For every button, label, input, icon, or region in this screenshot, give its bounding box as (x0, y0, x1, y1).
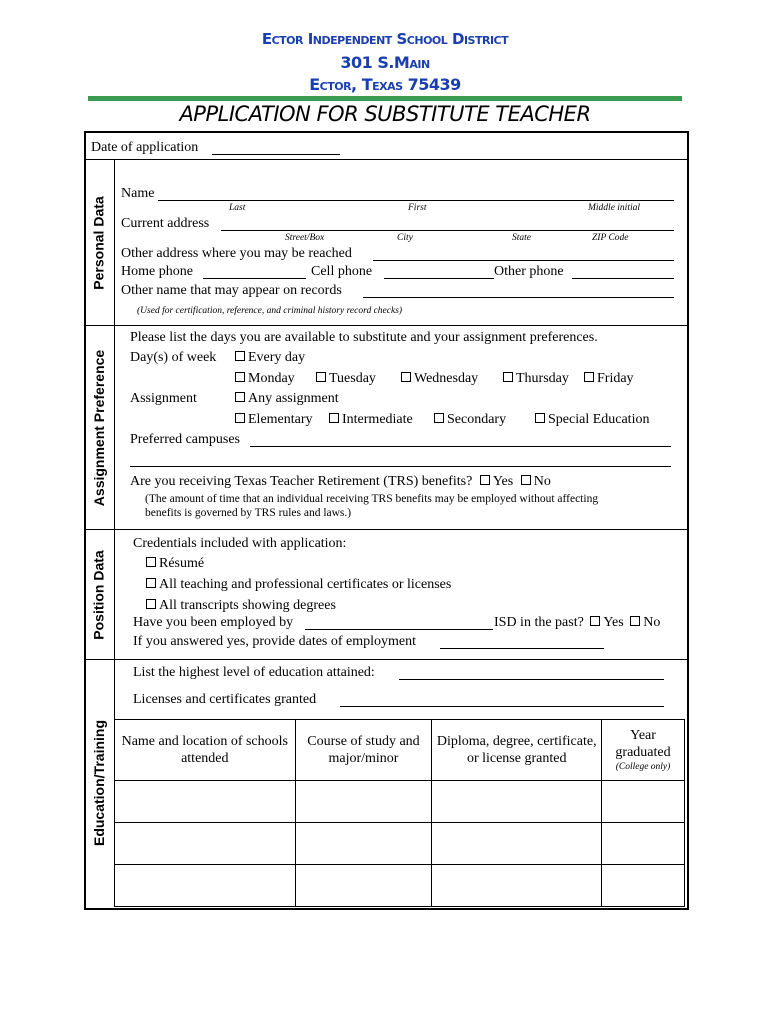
licenses-field[interactable] (340, 706, 664, 707)
checkbox[interactable] (235, 392, 245, 402)
table-cell[interactable] (602, 823, 685, 865)
checkbox[interactable] (235, 351, 245, 361)
table-cell[interactable] (432, 865, 602, 907)
checkbox[interactable] (434, 413, 444, 423)
divider (84, 659, 687, 660)
assignment-label: Assignment (130, 391, 197, 406)
resume-option[interactable]: Résumé (146, 556, 204, 572)
cell-phone-label: Cell phone (311, 264, 373, 279)
table-cell[interactable] (602, 865, 685, 907)
assignment-intro: Please list the days you are available to substitute and your assignment preferences. (130, 330, 598, 345)
thursday-option[interactable]: Thursday (503, 371, 569, 387)
section-label-personal: Personal Data (91, 195, 107, 290)
divider (84, 529, 687, 530)
special-education-option[interactable]: Special Education (535, 412, 649, 428)
form-title: APPLICATION FOR SUBSTITUTE TEACHER (179, 102, 591, 126)
table-row (115, 823, 685, 865)
address-sub-city: City (397, 233, 413, 243)
trs-note-line1: (The amount of time that an individual receiving TRS benefits may be employed without affecting (145, 493, 599, 505)
section-label-education: Education/Training (91, 719, 108, 847)
checkbox[interactable] (235, 372, 245, 382)
current-address-label: Current address (121, 216, 210, 231)
checkbox[interactable] (316, 372, 326, 382)
other-address-field[interactable] (373, 260, 674, 261)
name-sub-last: Last (229, 203, 246, 213)
personal-note: (Used for certification, reference, and criminal history record checks) (137, 306, 403, 316)
isd-no-checkbox[interactable] (630, 616, 640, 626)
checkbox[interactable] (329, 413, 339, 423)
table-cell[interactable] (115, 865, 296, 907)
checkbox[interactable] (401, 372, 411, 382)
section-label-position: Position Data (91, 549, 107, 640)
address-sub-street: Street/Box (285, 233, 325, 243)
highest-education-label: List the highest level of education attained: (133, 665, 375, 680)
divider (84, 159, 687, 160)
checkbox[interactable] (146, 599, 156, 609)
table-cell[interactable] (295, 781, 432, 823)
preferred-campuses-field-line2[interactable] (130, 466, 671, 467)
checkbox[interactable] (146, 578, 156, 588)
cell-phone-field[interactable] (384, 278, 494, 279)
preferred-campuses-field[interactable] (250, 446, 671, 447)
table-cell[interactable] (295, 823, 432, 865)
isd-yes-checkbox[interactable] (590, 616, 600, 626)
table-cell[interactable] (602, 781, 685, 823)
employed-by-label: Have you been employed by (133, 615, 294, 630)
any-assignment-option[interactable]: Any assignment (235, 391, 339, 407)
table-header-row (115, 720, 685, 781)
district-street: 301 S.Main (340, 53, 430, 72)
elementary-option[interactable]: Elementary (235, 412, 313, 428)
licenses-label: Licenses and certificates granted (133, 692, 317, 707)
other-phone-field[interactable] (572, 278, 674, 279)
name-field[interactable] (158, 200, 674, 201)
name-sub-first: First (408, 203, 427, 213)
home-phone-label: Home phone (121, 264, 193, 279)
column-header-course: Course of study and major/minor (295, 720, 432, 781)
checkbox[interactable] (535, 413, 545, 423)
checkbox[interactable] (503, 372, 513, 382)
friday-option[interactable]: Friday (584, 371, 634, 387)
wednesday-option[interactable]: Wednesday (401, 371, 478, 387)
credentials-label: Credentials included with application: (133, 536, 347, 551)
address-sub-state: State (512, 233, 531, 243)
secondary-option[interactable]: Secondary (434, 412, 506, 428)
name-sub-middle: Middle initial (588, 203, 640, 213)
every-day-option[interactable]: Every day (235, 350, 305, 366)
district-name: Ector Independent School District (261, 30, 509, 48)
date-of-application-label: Date of application (91, 140, 199, 155)
home-phone-field[interactable] (203, 278, 306, 279)
trs-question: Are you receiving Texas Teacher Retirement (TRS) benefits? Yes No (130, 474, 551, 489)
divider (84, 325, 687, 326)
table-cell[interactable] (295, 865, 432, 907)
monday-option[interactable]: Monday (235, 371, 295, 387)
trs-no-checkbox[interactable] (521, 475, 531, 485)
employed-by-field[interactable] (305, 629, 493, 630)
other-address-label: Other address where you may be reached (121, 246, 352, 261)
current-address-field[interactable] (221, 230, 674, 231)
other-name-field[interactable] (363, 297, 674, 298)
checkbox[interactable] (235, 413, 245, 423)
column-header-schools: Name and location of schools attended (115, 720, 296, 781)
tuesday-option[interactable]: Tuesday (316, 371, 376, 387)
district-city: Ector, Texas 75439 (309, 75, 461, 94)
table-cell[interactable] (115, 781, 296, 823)
name-label: Name (121, 186, 155, 201)
date-of-application-field[interactable] (212, 154, 340, 155)
transcripts-option[interactable]: All transcripts showing degrees (146, 598, 336, 614)
trs-note-line2: benefits is governed by TRS rules and laws.) (145, 507, 352, 519)
checkbox[interactable] (584, 372, 594, 382)
table-row (115, 781, 685, 823)
highest-education-field[interactable] (399, 679, 664, 680)
other-phone-label: Other phone (494, 264, 564, 279)
table-cell[interactable] (432, 823, 602, 865)
other-name-label: Other name that may appear on records (121, 283, 342, 298)
education-table (114, 719, 685, 907)
intermediate-option[interactable]: Intermediate (329, 412, 413, 428)
table-row (115, 865, 685, 907)
column-header-year: Year graduated (College only) (602, 720, 685, 781)
trs-yes-checkbox[interactable] (480, 475, 490, 485)
preferred-campuses-label: Preferred campuses (130, 432, 241, 447)
section-label-assignment: Assignment Preference (91, 349, 107, 506)
table-cell[interactable] (115, 823, 296, 865)
checkbox[interactable] (146, 557, 156, 567)
header-divider (88, 96, 682, 101)
table-cell[interactable] (432, 781, 602, 823)
certificates-option[interactable]: All teaching and professional certificates or licenses (146, 577, 451, 593)
days-label: Day(s) of week (130, 350, 217, 365)
isd-past-question: ISD in the past? Yes No (494, 615, 661, 630)
column-header-diploma: Diploma, degree, certificate, or license granted (432, 720, 602, 781)
dates-of-employment-label: If you answered yes, provide dates of employment (133, 634, 417, 649)
dates-of-employment-field[interactable] (440, 648, 604, 649)
address-sub-zip: ZIP Code (592, 233, 629, 243)
